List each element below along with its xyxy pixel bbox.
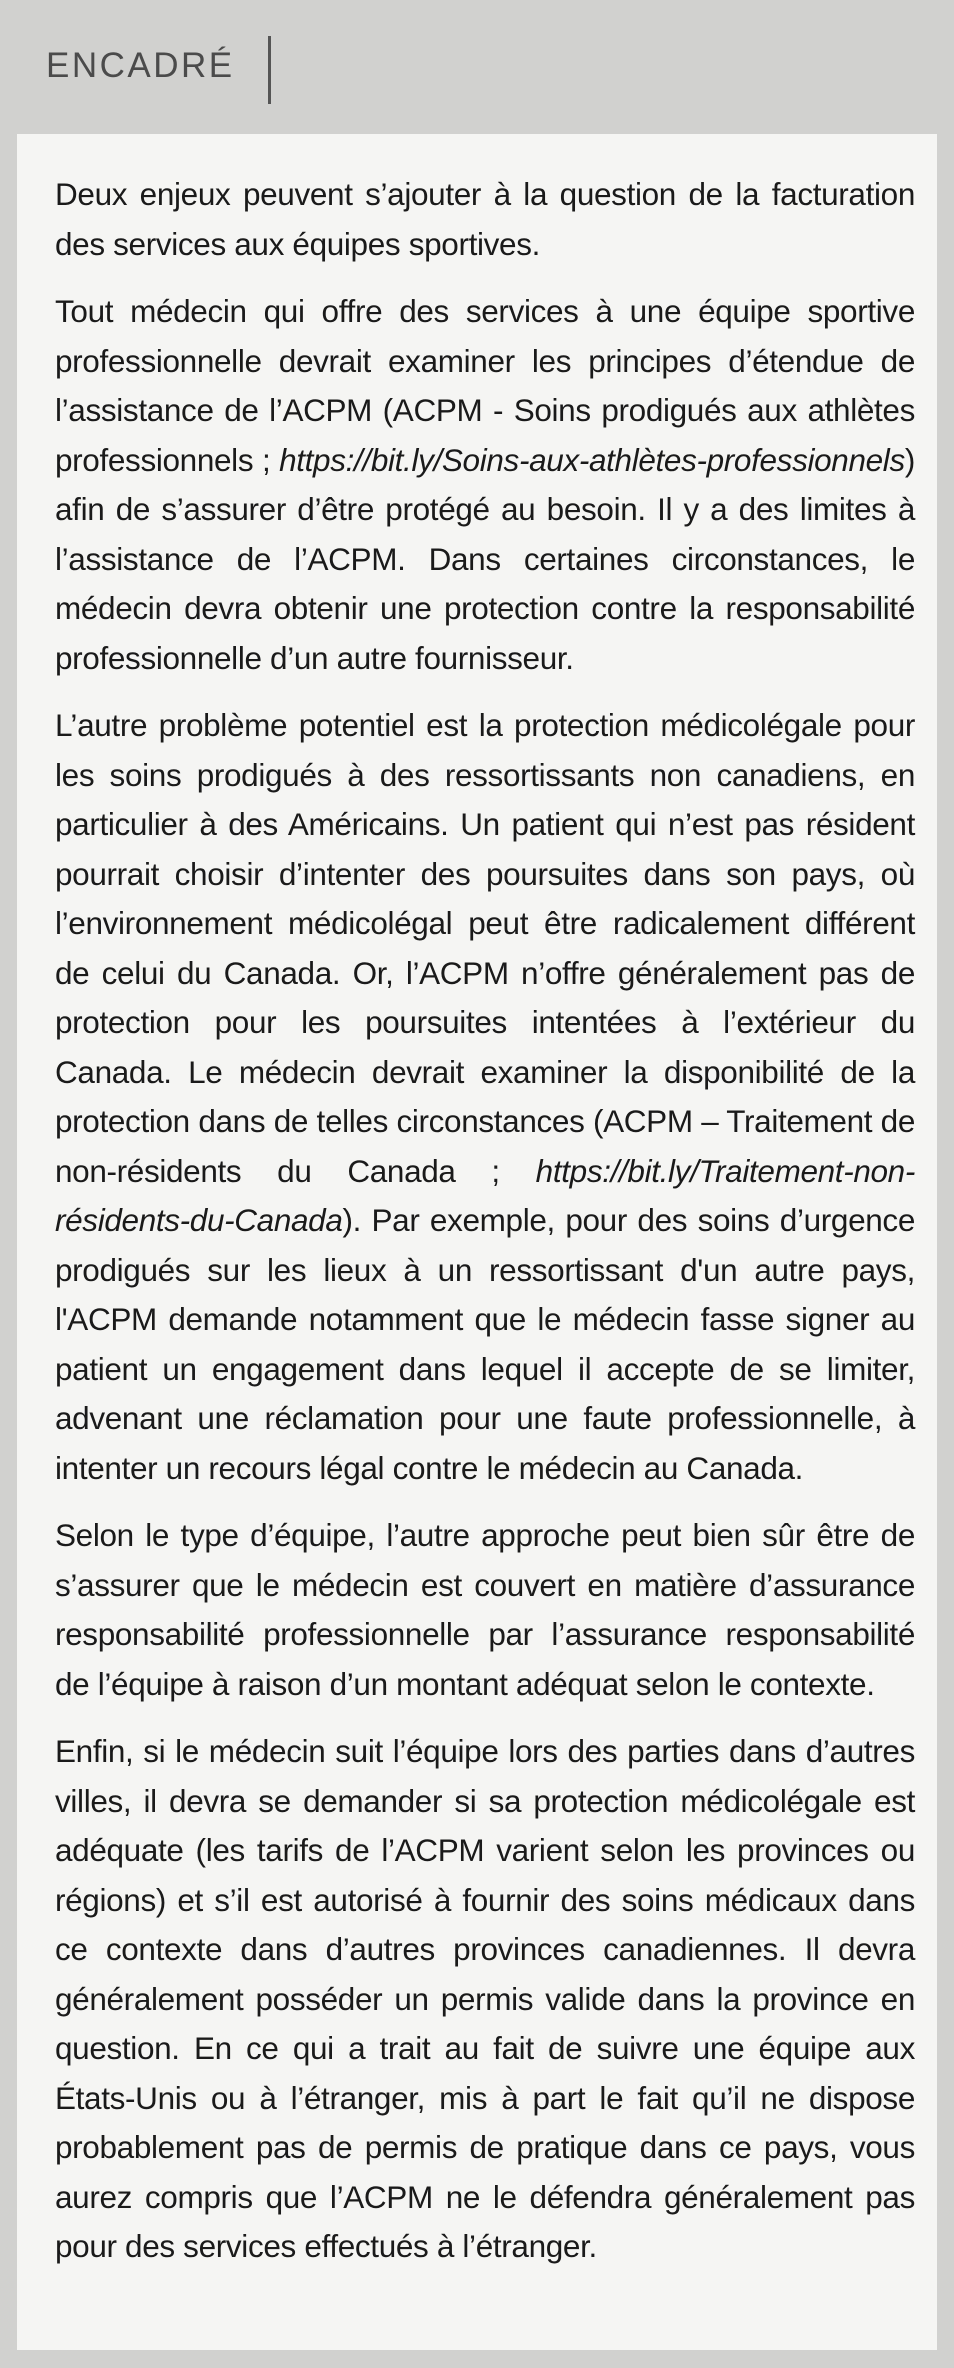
paragraph-text: Tout médecin qui offre des services à une équipe sportive professionnelle devrait examiner les principes d’étendue de l’assistance de l’ACPM (ACPM - Soins prodigués aux athlètes professionnels ; bbox=[55, 293, 915, 478]
box-title: ENCADRÉ bbox=[46, 46, 235, 85]
paragraph-2 bbox=[55, 287, 915, 683]
paragraph-text: ) afin de s’assurer d’être protégé au besoin. Il y a des limites à l’assistance de l’ACPM. Dans certaines circonstances, le médecin devra obtenir une protection contre la responsabilité professionnelle d’un autre fournisseur. bbox=[55, 441, 915, 676]
content-panel bbox=[17, 134, 937, 2350]
paragraph-3 bbox=[55, 701, 915, 1493]
header-divider bbox=[268, 36, 271, 104]
paragraph-text: L’autre problème potentiel est la protection médicolégale pour les soins prodigués à des ressortissants non canadiens, en particulier à des Américains. Un patient qui n’est pas résident pourrait choisir d’intenter des poursuites dans son pays, où l’environnement médicolégal peut être radicalement différent de celui du Canada. Or, l’ACPM n’offre généralement pas de protection pour les poursuites intentées à l’extérieur du Canada. Le médecin devrait examiner la disponibilité de la protection dans de telles circonstances (ACPM – Traitement de non-résidents du Canada ; bbox=[55, 707, 915, 1189]
reference-link: https://bit.ly/Traitement-non-résidents-du-Canada bbox=[55, 1152, 915, 1238]
paragraph-text: ). Par exemple, pour des soins d’urgence prodigués sur les lieux à un ressortissant d'un autre pays, l'ACPM demande notamment que le médecin fasse signer au patient un engagement dans lequel il accepte de se limiter, advenant une réclamation pour une faute professionnelle, à intenter un recours légal contre le médecin au Canada. bbox=[55, 1202, 915, 1486]
paragraph-text: Selon le type d’équipe, l’autre approche peut bien sûr être de s’assurer que le médecin est couvert en matière d’assurance responsabilité professionnelle par l’assurance responsabilité de l’équipe à raison d’un montant adéquat selon le contexte. bbox=[55, 1517, 915, 1702]
paragraph-text: Deux enjeux peuvent s’ajouter à la question de la facturation des services aux équipes sportives. bbox=[55, 176, 915, 262]
body-text bbox=[55, 170, 915, 2290]
reference-link: https://bit.ly/Soins-aux-athlètes-professionnels bbox=[279, 441, 905, 478]
box-header bbox=[0, 0, 954, 130]
paragraph-4 bbox=[55, 1511, 915, 1709]
paragraph-5 bbox=[55, 1727, 915, 2272]
paragraph-text: Enfin, si le médecin suit l’équipe lors des parties dans d’autres villes, il devra se demander si sa protection médicolégale est adéquate (les tarifs de l’ACPM varient selon les provinces ou régions) et s’il est autorisé à fournir des soins médicaux dans ce contexte dans d’autres provinces canadiennes. Il devra généralement posséder un permis valide dans la province en question. En ce qui a trait au fait de suivre une équipe aux États-Unis ou à l’étranger, mis à part le fait qu’il ne dispose probablement pas de permis de pratique dans ce pays, vous aurez compris que l’ACPM ne le défendra généralement pas pour des services effectués à l’étranger. bbox=[55, 1733, 915, 2264]
paragraph-1 bbox=[55, 170, 915, 269]
